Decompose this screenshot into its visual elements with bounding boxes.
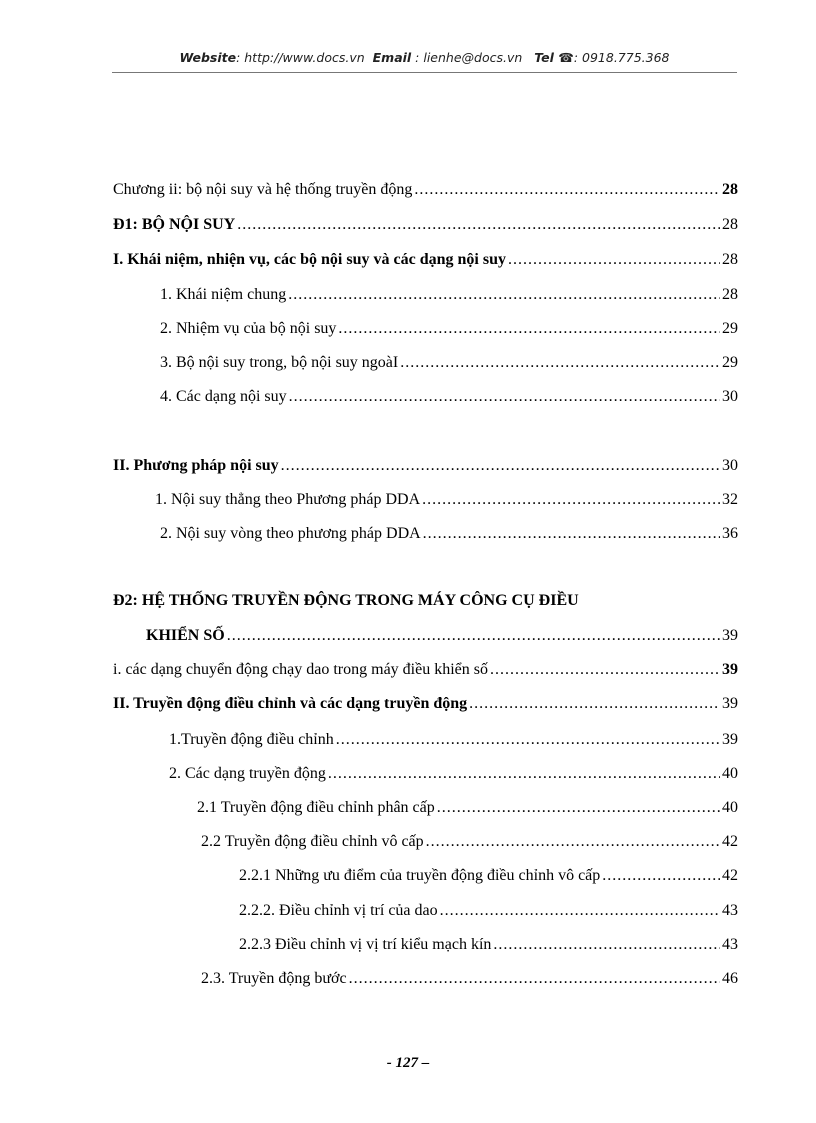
toc-entry-title: 1. Khái niệm chung [160, 286, 287, 303]
toc-entry [160, 386, 738, 408]
toc-leader [493, 934, 720, 956]
toc-entry-page: 40 [722, 799, 738, 816]
toc-entry-title: 2. Nhiệm vụ của bộ nội suy [160, 320, 337, 337]
toc-entry-page: 28 [722, 251, 738, 268]
toc-leader [440, 900, 720, 922]
toc-leader [508, 249, 720, 271]
toc-entry [239, 934, 738, 956]
toc-entry [160, 523, 738, 545]
toc-entry-page: 28 [722, 181, 738, 198]
toc-entry-page: 39 [722, 627, 738, 644]
email-value: : lienhe@docs.vn [411, 50, 523, 65]
toc-entry [155, 489, 738, 511]
toc-entry [169, 763, 738, 785]
toc-entry-page: 43 [722, 936, 738, 953]
toc-entry-page: 39 [722, 695, 738, 712]
toc-entry-title: 2.2 Truyền động điều chỉnh vô cấp [201, 833, 424, 850]
toc-entry [160, 352, 738, 374]
toc-entry-title: 2.1 Truyền động điều chỉnh phân cấp [197, 799, 435, 816]
toc-leader [349, 968, 720, 990]
toc-entry [160, 284, 738, 306]
toc-entry-title: 1.Truyền động điều chỉnh [169, 731, 334, 748]
toc-entry [113, 214, 738, 236]
toc-entry-title: 2.3. Truyền động bước [201, 970, 347, 987]
toc-leader [400, 352, 720, 374]
toc-entry-page: 30 [722, 457, 738, 474]
toc-leader [336, 729, 720, 751]
tel-label: Tel ☎ [534, 50, 574, 65]
toc-entry-title: I. Khái niệm, nhiện vụ, các bộ nội suy và các dạng nội suy [113, 251, 506, 268]
toc-entry-page: 30 [722, 388, 738, 405]
toc-entry-title: 2. Nội suy vòng theo phương pháp DDA [160, 525, 421, 542]
page-header [112, 50, 737, 65]
toc-entry [197, 797, 738, 819]
toc-entry-page: 42 [722, 867, 738, 884]
toc-entry-title: II. Truyền động điều chỉnh và các dạng truyền động [113, 695, 468, 712]
toc-leader [328, 763, 720, 785]
toc-entry [113, 249, 738, 271]
toc-leader [469, 693, 720, 715]
toc-leader [289, 386, 720, 408]
toc-entry-page: 46 [722, 970, 738, 987]
toc-entry-title: 2.2.3 Điều chỉnh vị vị trí kiểu mạch kín [239, 936, 492, 953]
toc-leader [288, 284, 720, 306]
toc-entry-page: 42 [722, 833, 738, 850]
toc-entry-title: 3. Bộ nội suy trong, bộ nội suy ngoàI [160, 354, 399, 371]
page-number: - 127 – [386, 1055, 430, 1071]
toc-entry [113, 179, 738, 201]
toc-entry-title: Đ1: BỘ NỘI SUY [113, 216, 236, 233]
toc-entry-page: 29 [722, 320, 738, 337]
toc-entry-page: 32 [722, 491, 738, 508]
toc-leader [426, 831, 720, 853]
toc-entry-title: KHIỂN SỐ [146, 627, 225, 644]
toc-entry-page: 36 [722, 525, 738, 542]
toc-entry [113, 659, 738, 681]
toc-entry [146, 625, 738, 647]
website-label: Website [179, 50, 237, 65]
toc-entry-page: 39 [722, 661, 738, 678]
tel-value: : 0918.775.368 [573, 50, 670, 65]
toc-leader [423, 523, 720, 545]
toc-entry-title: i. các dạng chuyển động chạy dao trong máy điều khiển số [113, 661, 488, 678]
toc-entry-page: 43 [722, 902, 738, 919]
section-heading: Đ2: HỆ THỐNG TRUYỀN ĐỘNG TRONG MÁY CÔNG CỤ ĐIỀU [113, 592, 579, 609]
toc-entry-title: 1. Nội suy thẳng theo Phương pháp DDA [155, 491, 421, 508]
toc-leader [602, 865, 720, 887]
toc-leader [338, 318, 720, 340]
toc-entry-page: 40 [722, 765, 738, 782]
toc-entry-title: II. Phương pháp nội suy [113, 457, 279, 474]
toc-entry-title: 2.2.1 Những ưu điểm của truyền động điều chỉnh vô cấp [239, 867, 601, 884]
toc-leader [490, 659, 720, 681]
toc-entry-title: 4. Các dạng nội suy [160, 388, 287, 405]
toc-entry [169, 729, 738, 751]
email-label: Email [372, 50, 412, 65]
toc-entry [113, 693, 738, 715]
toc-entry [201, 831, 738, 853]
toc-entry-title: 2. Các dạng truyền động [169, 765, 326, 782]
toc-entry [113, 455, 738, 477]
toc-leader [237, 214, 720, 236]
toc-entry-page: 39 [722, 731, 738, 748]
toc-leader [422, 489, 720, 511]
toc-entry [160, 318, 738, 340]
toc-leader [414, 179, 720, 201]
toc-entry-title: 2.2.2. Điều chỉnh vị trí của dao [239, 902, 438, 919]
toc-entry-page: 28 [722, 286, 738, 303]
website-value: : http://www.docs.vn [236, 50, 365, 65]
toc-entry [201, 968, 738, 990]
toc-leader [227, 625, 720, 647]
toc-entry-page: 29 [722, 354, 738, 371]
toc-entry-title: Chương ii: bộ nội suy và hệ thống truyền động [113, 181, 413, 198]
toc-leader [437, 797, 720, 819]
toc-entry-page: 28 [722, 216, 738, 233]
toc-leader [281, 455, 720, 477]
header-divider [112, 72, 737, 73]
toc-entry [239, 865, 738, 887]
toc-entry [239, 900, 738, 922]
